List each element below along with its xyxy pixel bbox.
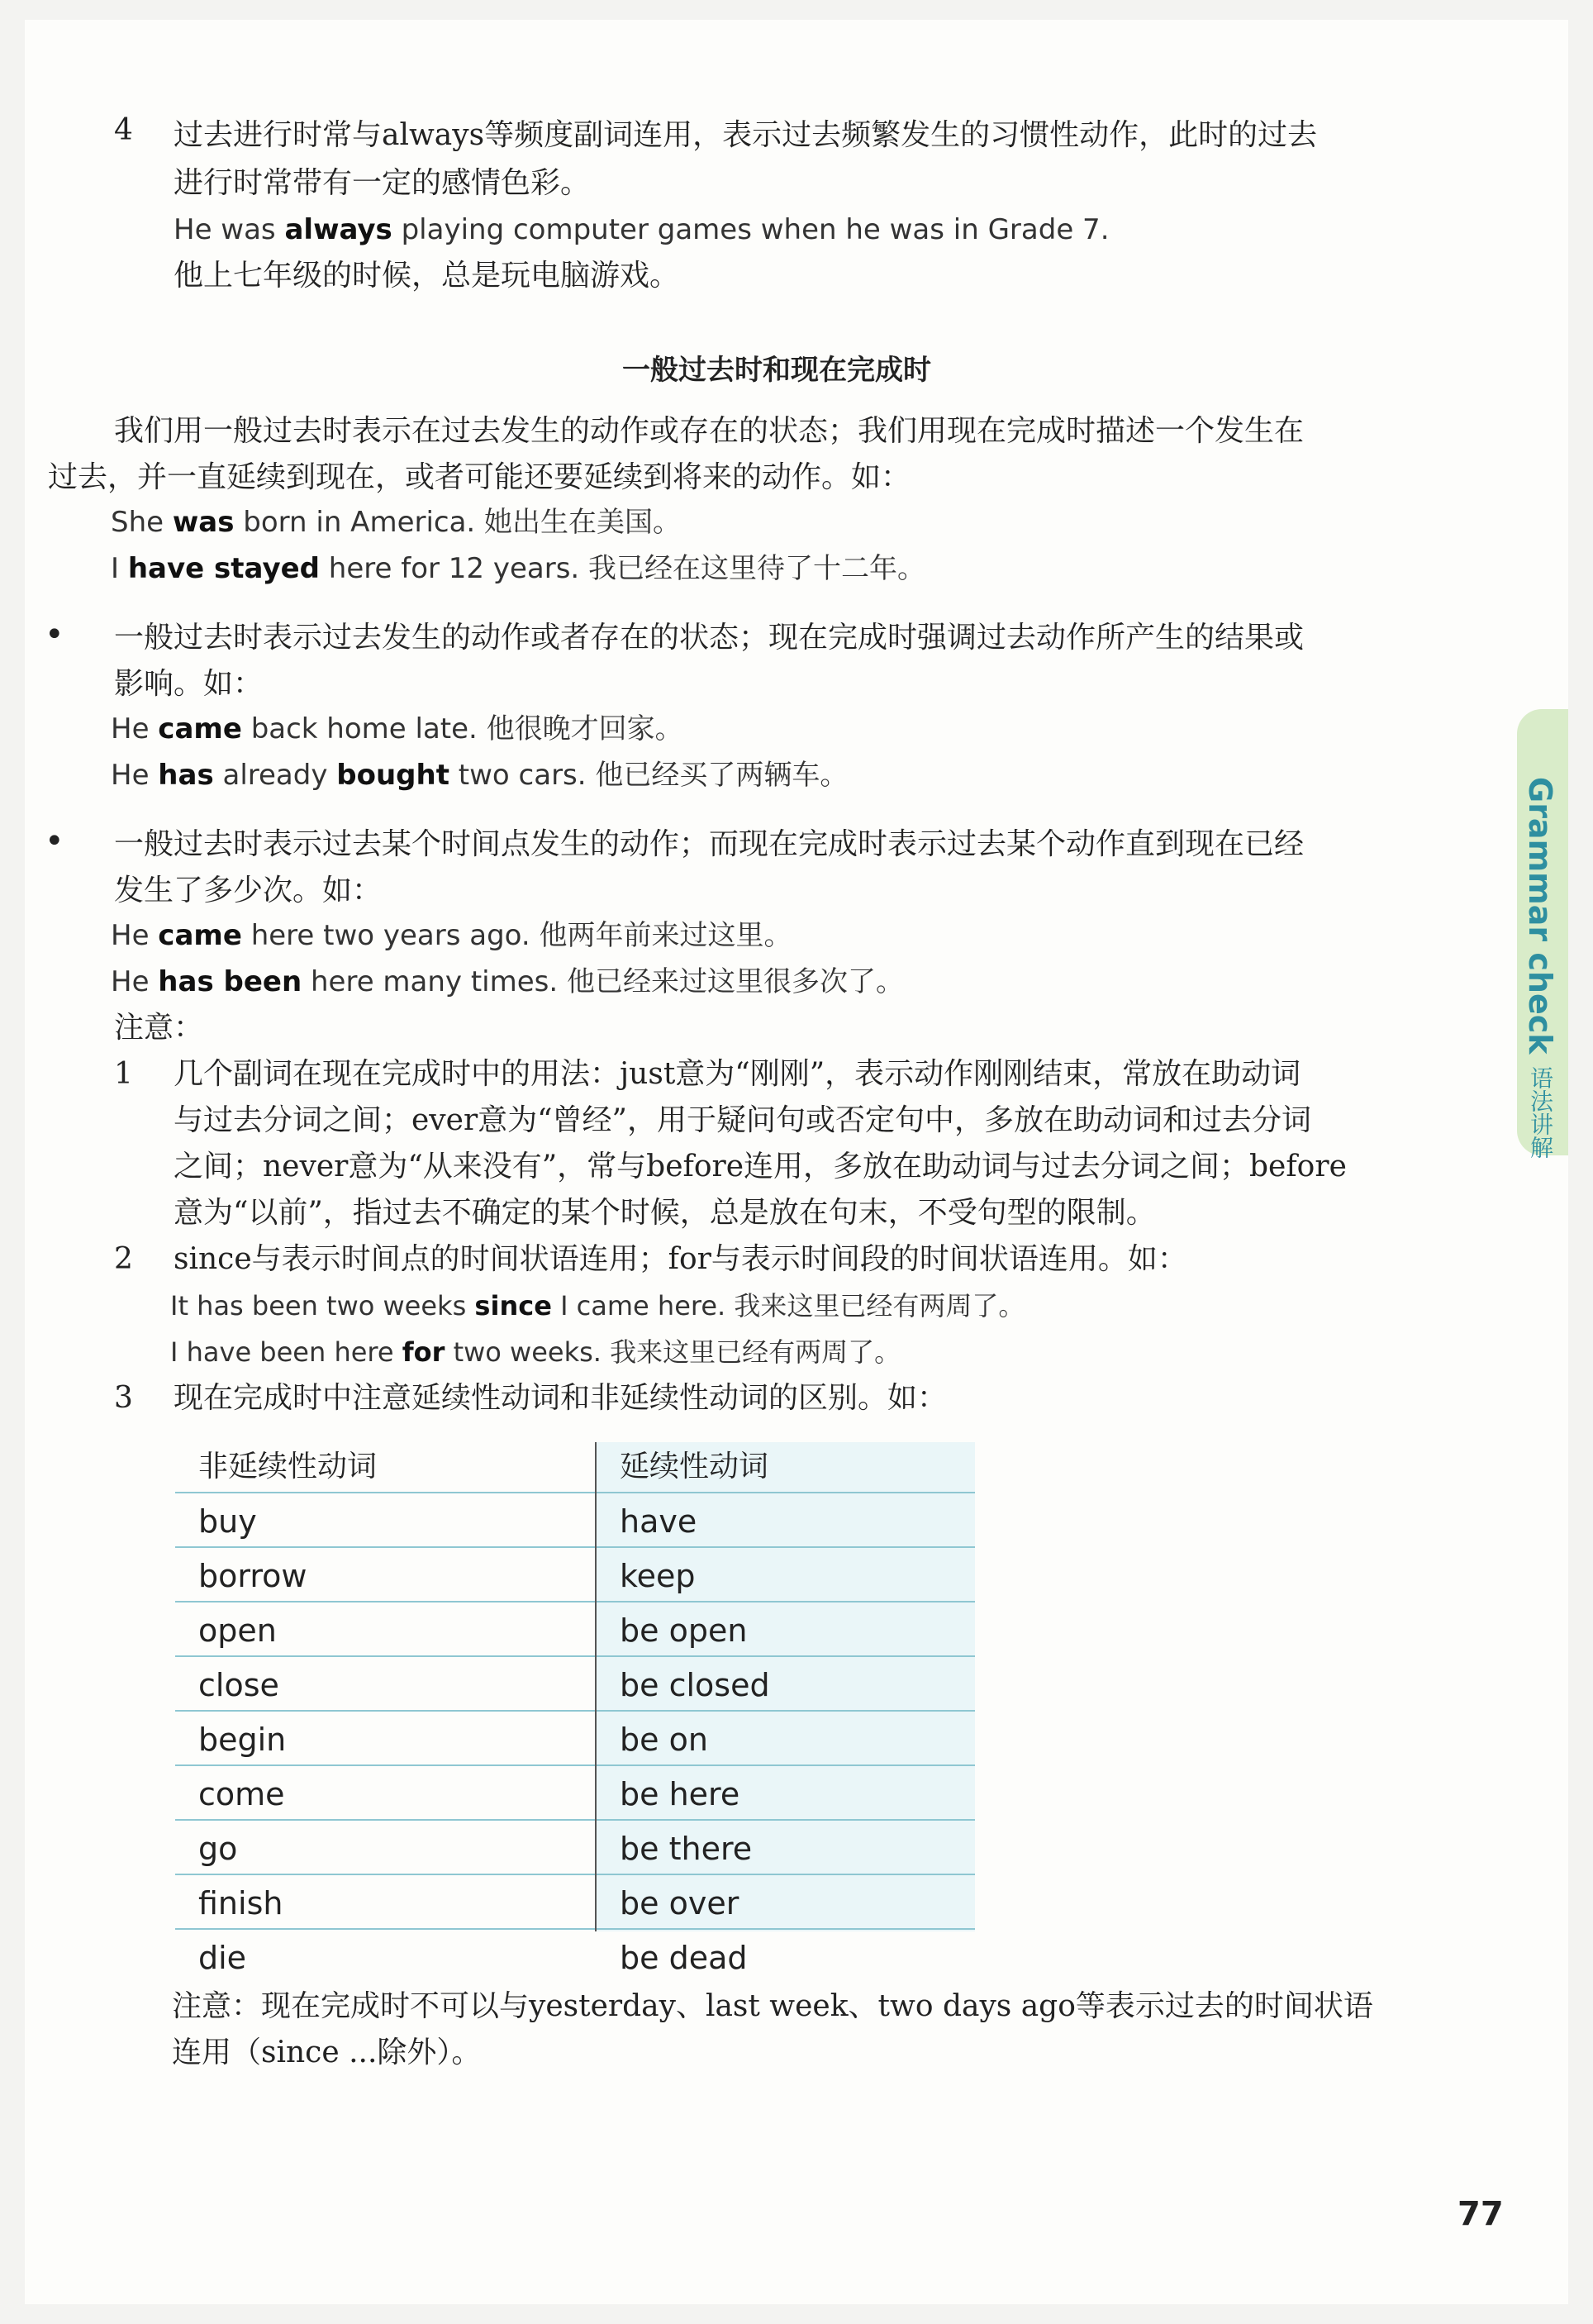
table-row	[175, 1497, 975, 1548]
table-row	[175, 1660, 975, 1712]
intro-line2: 过去，并一直延续到现在，或者可能还要延续到将来的动作。如：	[48, 460, 911, 494]
table-header-cell: 非延续性动词	[198, 1450, 378, 1483]
page-number: 77	[1457, 2195, 1504, 2233]
section4-line2: 进行时常带有一定的感情色彩。	[174, 166, 591, 200]
bullet2-line1: 一般过去时表示过去某个时间点发生的动作；而现在完成时表示过去某个动作直到现在已经	[114, 827, 1305, 861]
intro-line1: 我们用一般过去时表示在过去发生的动作或存在的状态；我们用现在完成时描述一个发生在	[114, 414, 1305, 448]
section4-example-en: He was always playing computer games when he was in Grade 7.	[174, 213, 1110, 246]
table-row	[175, 1769, 975, 1821]
final-note-line1: 注意：现在完成时不可以与yesterday、last week、two days ago等表示过去的时间状语	[172, 1989, 1373, 2023]
durative-verb-cell: be open	[620, 1612, 748, 1649]
durative-verb-cell: keep	[620, 1558, 696, 1594]
note1-line2: 与过去分词之间；ever意为“曾经”，用于疑问句或否定句中，多放在助动词和过去分词	[174, 1103, 1311, 1137]
note-number-1: 1	[114, 1057, 133, 1091]
note-number-3: 3	[114, 1381, 133, 1415]
section4-example-cn: 他上七年级的时候，总是玩电脑游戏。	[174, 259, 680, 293]
table-row	[175, 1606, 975, 1657]
note1-line1: 几个副词在现在完成时中的用法：just意为“刚刚”，表示动作刚刚结束，常放在助动词	[174, 1057, 1301, 1091]
non-durative-verb-cell: open	[198, 1612, 277, 1649]
non-durative-verb-cell: begin	[198, 1722, 287, 1758]
non-durative-verb-cell: borrow	[198, 1558, 307, 1594]
table-header-cell: 延续性动词	[620, 1450, 769, 1483]
note-label: 注意：	[114, 1011, 204, 1045]
non-durative-verb-cell: come	[198, 1776, 285, 1812]
durative-verb-cell: be here	[620, 1776, 740, 1812]
bullet1-line1: 一般过去时表示过去发生的动作或者存在的状态；现在完成时强调过去动作所产生的结果或	[114, 621, 1305, 655]
note1-line4: 意为“以前”，指过去不确定的某个时候，总是放在句末，不受句型的限制。	[174, 1196, 1156, 1230]
durative-verb-cell: have	[620, 1503, 697, 1540]
table-row	[175, 1879, 975, 1930]
non-durative-verb-cell: close	[198, 1667, 279, 1703]
note3-line1: 现在完成时中注意延续性动词和非延续性动词的区别。如：	[174, 1381, 948, 1415]
note2-example1: It has been two weeks since I came here. 我来这里已经有两周了。	[170, 1290, 1025, 1322]
non-durative-verb-cell: buy	[198, 1503, 257, 1540]
table-header-row	[175, 1442, 975, 1493]
item-number-4: 4	[114, 113, 133, 147]
note1-line3: 之间；never意为“从来没有”，常与before连用，多放在助动词与过去分词之间；before	[174, 1150, 1347, 1183]
non-durative-verb-cell: go	[198, 1831, 238, 1867]
intro-example1: She was born in America. 她出生在美国。	[111, 506, 682, 539]
durative-verb-cell: be dead	[620, 1940, 748, 1976]
bullet2-line2: 发生了多少次。如：	[114, 874, 383, 907]
bullet1-example2: He has already bought two cars. 他已经买了两辆车。	[111, 759, 849, 792]
bullet-marker: •	[45, 822, 64, 860]
intro-example2: I have stayed here for 12 years. 我已经在这里待了十二年。	[111, 552, 926, 585]
bullet2-example2: He has been here many times. 他已经来过这里很多次了。	[111, 965, 904, 998]
durative-verb-cell: be closed	[620, 1667, 770, 1703]
note2-line1: since与表示时间点的时间状语连用；for与表示时间段的时间状语连用。如：	[174, 1242, 1187, 1276]
durative-verb-cell: be over	[620, 1885, 739, 1922]
non-durative-verb-cell: die	[198, 1940, 247, 1976]
bullet1-line2: 影响。如：	[114, 667, 264, 701]
side-tab-label: Grammar check语法讲解	[1522, 777, 1558, 1159]
durative-verb-cell: be there	[620, 1831, 753, 1867]
table-column-divider	[595, 1442, 597, 1931]
table-row	[175, 1933, 975, 1983]
bullet2-example1: He came here two years ago. 他两年前来过这里。	[111, 919, 792, 952]
bullet1-example1: He came back home late. 他很晚才回家。	[111, 712, 683, 745]
durative-verb-cell: be on	[620, 1722, 708, 1758]
bullet-marker: •	[45, 616, 64, 654]
table-row	[175, 1551, 975, 1603]
note2-example2: I have been here for two weeks. 我来这里已经有两周了。	[170, 1336, 901, 1368]
section-heading: 一般过去时和现在完成时	[622, 354, 931, 387]
final-note-line2: 连用（since ...除外）。	[172, 2036, 482, 2069]
note-number-2: 2	[114, 1242, 133, 1276]
table-row	[175, 1824, 975, 1875]
table-row	[175, 1715, 975, 1766]
section4-line1: 过去进行时常与always等频度副词连用，表示过去频繁发生的习惯性动作，此时的过去	[174, 118, 1318, 152]
non-durative-verb-cell: finish	[198, 1885, 283, 1922]
